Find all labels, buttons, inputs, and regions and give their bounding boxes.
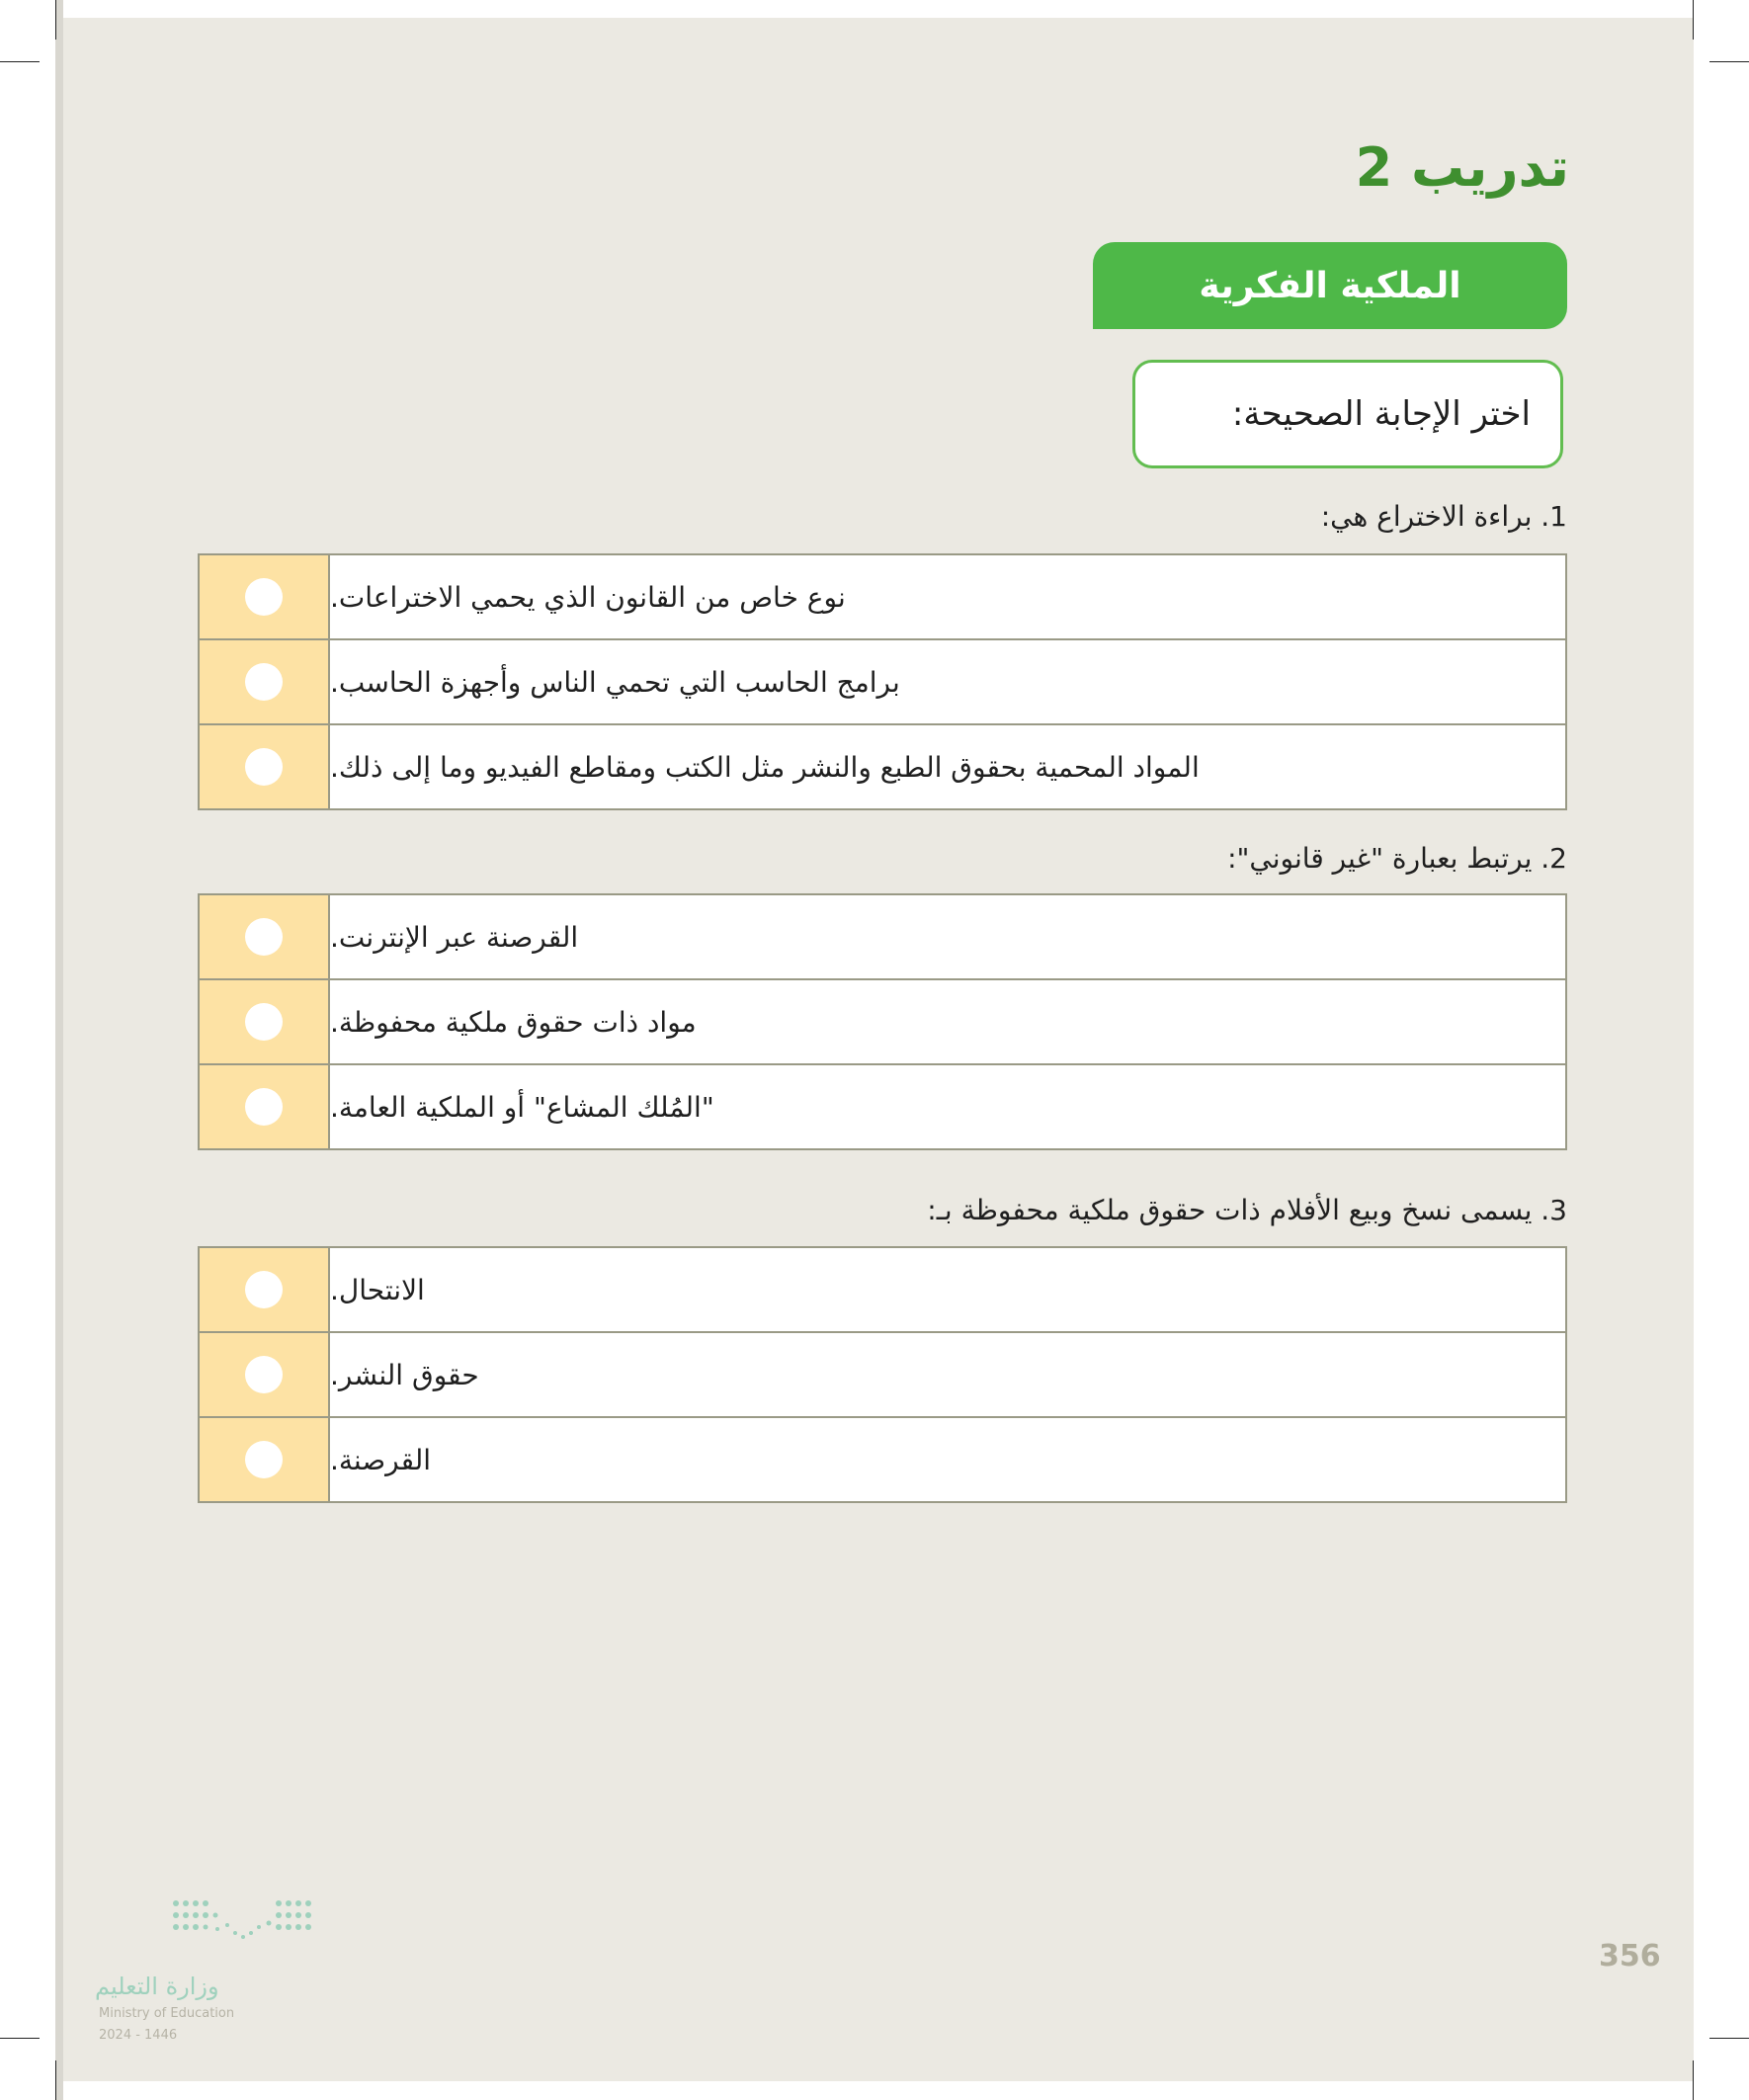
option-label: "المُلك المشاع" أو الملكية العامة. bbox=[330, 1090, 714, 1124]
radio-cell bbox=[200, 555, 330, 638]
radio-button[interactable] bbox=[245, 663, 283, 701]
crop-mark bbox=[0, 2038, 40, 2039]
option-label-cell bbox=[330, 980, 1565, 1063]
option-label: المواد المحمية بحقوق الطبع والنشر مثل الكتب ومقاطع الفيديو وما إلى ذلك. bbox=[330, 750, 1200, 784]
radio-button[interactable] bbox=[245, 748, 283, 786]
radio-button[interactable] bbox=[245, 1088, 283, 1126]
radio-button[interactable] bbox=[245, 1441, 283, 1478]
radio-cell bbox=[200, 1333, 330, 1416]
exercise-title: تدريب 2 bbox=[1355, 136, 1569, 199]
crop-mark bbox=[1693, 0, 1694, 40]
option-label-cell bbox=[330, 725, 1565, 808]
crop-mark bbox=[1709, 2038, 1749, 2039]
option-row[interactable] bbox=[200, 1248, 1565, 1333]
option-label-cell bbox=[330, 1065, 1565, 1148]
radio-cell bbox=[200, 725, 330, 808]
question-1-options bbox=[198, 553, 1567, 810]
option-row[interactable] bbox=[200, 640, 1565, 725]
radio-button[interactable] bbox=[245, 1356, 283, 1393]
crop-mark bbox=[1709, 61, 1749, 62]
radio-cell bbox=[200, 895, 330, 978]
ministry-name-arabic: وزارة التعليم bbox=[95, 1973, 219, 2000]
ministry-logo bbox=[95, 1895, 332, 2044]
radio-button[interactable] bbox=[245, 1271, 283, 1308]
crop-mark bbox=[0, 61, 40, 62]
crop-mark bbox=[1693, 2060, 1694, 2100]
question-3-text: 3. يسمى نسخ وبيع الأفلام ذات حقوق ملكية محفوظة بـ: bbox=[927, 1194, 1567, 1226]
option-row[interactable] bbox=[200, 1065, 1565, 1148]
option-label: القرصنة عبر الإنترنت. bbox=[330, 920, 579, 954]
option-row[interactable] bbox=[200, 1418, 1565, 1501]
option-label-cell bbox=[330, 895, 1565, 978]
option-row[interactable] bbox=[200, 725, 1565, 808]
option-label-cell bbox=[330, 1418, 1565, 1501]
option-label: الانتحال. bbox=[330, 1273, 425, 1306]
instruction-box bbox=[1132, 360, 1563, 468]
option-label-cell bbox=[330, 555, 1565, 638]
section-banner bbox=[1093, 242, 1567, 329]
ministry-logo-dots-icon bbox=[170, 1895, 318, 1945]
page-number: 356 bbox=[1599, 1939, 1661, 1974]
ministry-name-english: Ministry of Education bbox=[99, 2006, 235, 2021]
option-label: القرصنة. bbox=[330, 1443, 432, 1476]
option-label: حقوق النشر. bbox=[330, 1358, 479, 1391]
option-label: نوع خاص من القانون الذي يحمي الاختراعات. bbox=[330, 580, 846, 614]
option-label-cell bbox=[330, 1248, 1565, 1331]
radio-cell bbox=[200, 980, 330, 1063]
option-row[interactable] bbox=[200, 980, 1565, 1065]
section-banner-label: الملكية الفكرية bbox=[1199, 265, 1461, 306]
radio-cell bbox=[200, 1248, 330, 1331]
radio-button[interactable] bbox=[245, 918, 283, 956]
option-row[interactable] bbox=[200, 895, 1565, 980]
option-label-cell bbox=[330, 640, 1565, 723]
radio-cell bbox=[200, 1418, 330, 1501]
page-edge bbox=[55, 0, 63, 2100]
ministry-year: 2024 - 1446 bbox=[99, 2028, 178, 2043]
option-row[interactable] bbox=[200, 555, 1565, 640]
crop-mark bbox=[55, 2060, 56, 2100]
option-label-cell bbox=[330, 1333, 1565, 1416]
question-2-options bbox=[198, 893, 1567, 1150]
option-row[interactable] bbox=[200, 1333, 1565, 1418]
question-3-options bbox=[198, 1246, 1567, 1503]
radio-cell bbox=[200, 1065, 330, 1148]
question-1-text: 1. براءة الاختراع هي: bbox=[1320, 500, 1567, 533]
crop-mark bbox=[55, 0, 56, 40]
radio-button[interactable] bbox=[245, 1003, 283, 1041]
option-label: برامج الحاسب التي تحمي الناس وأجهزة الحاسب. bbox=[330, 665, 900, 699]
radio-cell bbox=[200, 640, 330, 723]
radio-button[interactable] bbox=[245, 578, 283, 616]
option-label: مواد ذات حقوق ملكية محفوظة. bbox=[330, 1005, 697, 1039]
question-2-text: 2. يرتبط بعبارة "غير قانوني": bbox=[1227, 842, 1567, 875]
instruction-text: اختر الإجابة الصحيحة: bbox=[1231, 394, 1531, 434]
